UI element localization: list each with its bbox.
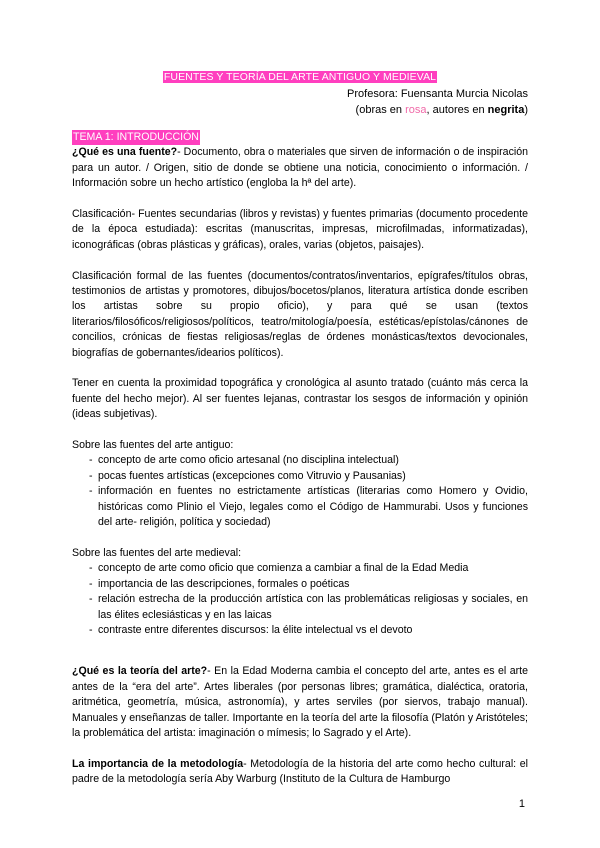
document-title bbox=[0, 71, 600, 83]
question-metodologia: La importancia de la metodología bbox=[72, 757, 244, 770]
list-item: - concepto de arte como oficio que comienza a cambiar a final de la Edad Media bbox=[72, 561, 528, 576]
legend-suffix: ) bbox=[524, 103, 528, 116]
section-heading bbox=[72, 130, 528, 145]
list-item: - importancia de las descripciones, formales o poéticas bbox=[72, 577, 528, 592]
paragraph-clasificacion: Clasificación- Fuentes secundarias (libros y revistas) y fuentes primarias (documento procedente de la época estudiada): escritas (manuscritas, impresas, microfilmadas, informatizadas), iconográficas (obras plásticas y gráficas), orales, varias (objetos, paisajes). bbox=[72, 208, 528, 251]
list-item: - relación estrecha de la producción artística con las problemáticas religiosas y sociales, en las élites eclesiásticas y en las laicas bbox=[72, 592, 528, 623]
document-title-text: FUENTES Y TEORÍA DEL ARTE ANTIGUO Y MEDIEVAL bbox=[163, 71, 437, 83]
medieval-list bbox=[72, 561, 528, 638]
page-number: 1 bbox=[518, 798, 525, 810]
antiguo-intro: Sobre las fuentes del arte antiguo: bbox=[72, 439, 234, 452]
list-item: - concepto de arte como oficio artesanal (no disciplina intelectual) bbox=[72, 453, 528, 468]
answer-teoria: - En la Edad Moderna cambia el concepto del arte, antes es el arte antes de la “era del arte”. Artes liberales (por personas libres; gramática, dialéctica, oratoria, aritmética, geometría, música, astronomía), y artes serviles (por siervos, trabajo manual). Manuales y enseñanzas de taller. Importante en la teoría del arte la filosofía (Platón y Aristóteles; la problemática del artista: imaginación o mímesis; lo Sagrado y el Arte). bbox=[72, 665, 528, 739]
legend-middle: , autores en bbox=[426, 103, 488, 116]
paragraph-metodologia bbox=[72, 757, 528, 788]
antiguo-list bbox=[72, 453, 528, 530]
list-item: - información en fuentes no estrictamente artísticas (literarias como Homero y Ovidio, históricas como Plinio el Viejo, legales como el Código de Hammurabi. Usos y funciones del arte- religión, política y sociedad) bbox=[72, 484, 528, 530]
document-body bbox=[72, 130, 528, 788]
paragraph-que-es-fuente bbox=[72, 145, 528, 191]
professor-line: Profesora: Fuensanta Murcia Nicolas bbox=[347, 88, 528, 100]
legend-rosa: rosa bbox=[405, 103, 427, 116]
list-item: - contraste entre diferentes discursos: la élite intelectual vs el devoto bbox=[72, 623, 528, 638]
paragraph-clasificacion-formal: Clasificación formal de las fuentes (documentos/contratos/inventarios, epígrafes/títulos obras, testimonios de artistas y promotores, dibujos/bocetos/planos, literatura artística donde escriben los artistas sobre su propio oficio), y para qué se usan (textos literarios/filosóficos/religiosos/políticos, teatro/mitología/poesía, estéticas/epístolas/cánones de concilios, crónicas de fiestas religiosas/reglas de órdenes monásticas/textos devocionales, biografías de gobernantes/idearios políticos). bbox=[72, 269, 528, 359]
paragraph-proximidad: Tener en cuenta la proximidad topográfica y cronológica al asunto tratado (cuánto más cerca la fuente del hecho mejor). Al ser fuentes lejanas, contrastar los sesgos de información y opinión (ideas subjetivas). bbox=[72, 377, 528, 421]
legend-prefix: (obras en bbox=[355, 103, 406, 116]
question-teoria: ¿Qué es la teoría del arte? bbox=[72, 665, 208, 678]
document-meta bbox=[347, 87, 528, 118]
answer-fuente: - Documento, obra o materiales que sirven de información o de inspiración para un autor. / Origen, sitio de donde se obtiene una noticia, conocimiento o información. / Información sobre un hecho artístico (engloba la hª del arte). bbox=[72, 146, 528, 190]
legend-bold: negrita bbox=[487, 103, 525, 116]
section-heading-text: TEMA 1: INTRODUCCIÓN bbox=[72, 130, 200, 145]
answer-metodologia: - Metodología de la historia del arte como hecho cultural: el padre de la metodología sería Aby Warburg (Instituto de la Cultura de Hamburgo bbox=[72, 757, 528, 786]
paragraph-teoria-arte bbox=[72, 664, 528, 741]
list-item: - pocas fuentes artísticas (excepciones como Vitruvio y Pausanias) bbox=[72, 469, 528, 484]
legend-line bbox=[347, 103, 528, 119]
question-fuente: ¿Qué es una fuente? bbox=[72, 146, 178, 159]
medieval-intro: Sobre las fuentes del arte medieval: bbox=[72, 546, 242, 559]
